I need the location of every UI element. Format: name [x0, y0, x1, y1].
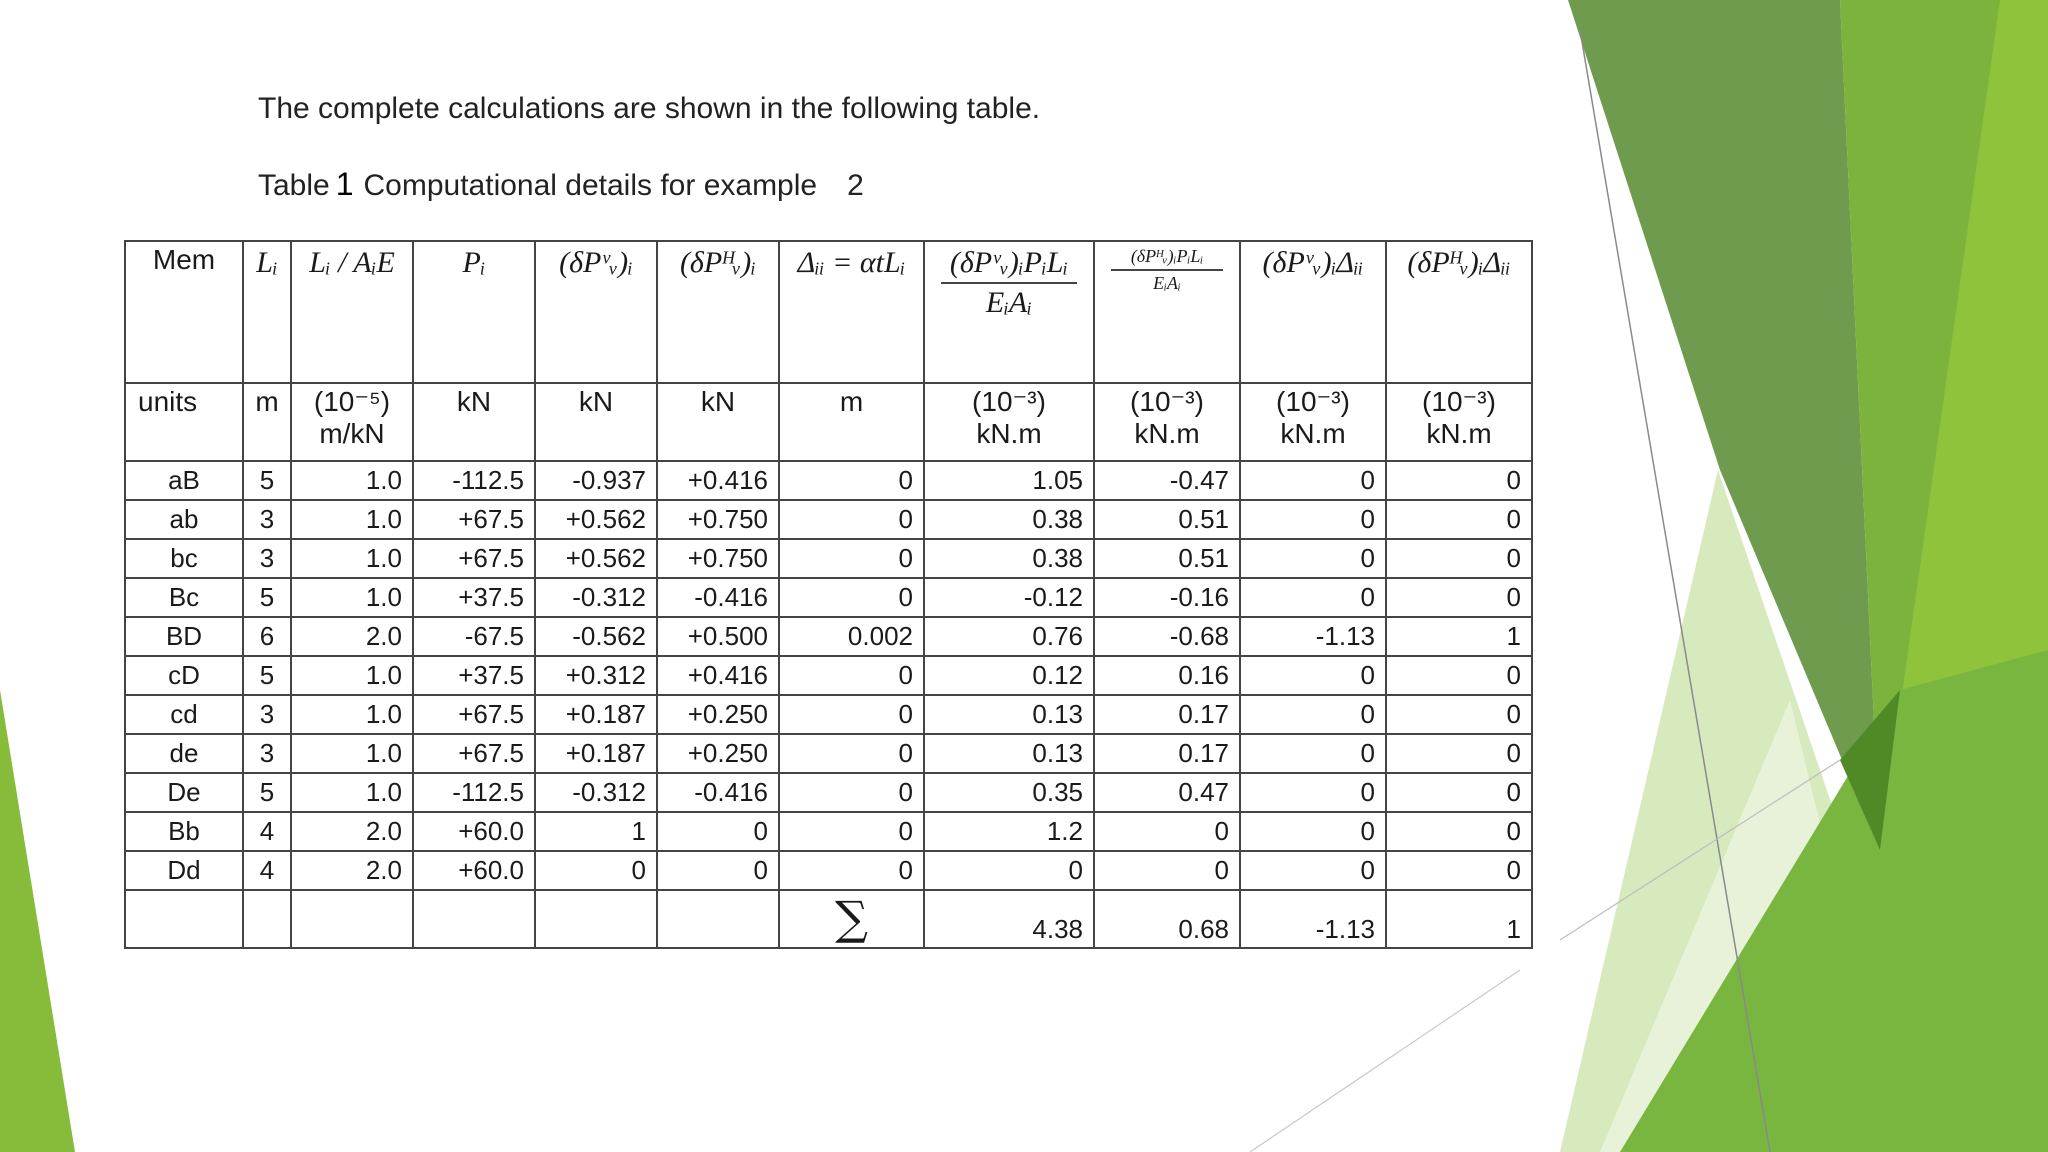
cell-col9: 0	[1240, 539, 1386, 578]
units-l-ae-scale: (10⁻⁵)	[313, 386, 391, 417]
sigma-symbol: ∑	[779, 890, 924, 948]
header-row	[125, 241, 1532, 383]
units-col9-unit: kN.m	[1280, 418, 1346, 450]
units-col7-unit: kN.m	[976, 418, 1042, 450]
units-col8-unit: kN.m	[1134, 418, 1200, 450]
cell-col9: 0	[1240, 734, 1386, 773]
cell-l-over-ae: 2.0	[291, 851, 413, 890]
cell-member: cD	[125, 656, 243, 695]
cell-thermal-delta: 0	[779, 656, 924, 695]
cell-length: 5	[243, 773, 291, 812]
cell-col10: 0	[1386, 461, 1532, 500]
cell-thermal-delta: 0	[779, 539, 924, 578]
cell-force: +37.5	[413, 656, 535, 695]
sum-empty	[125, 890, 243, 948]
cell-col8: 0	[1094, 812, 1240, 851]
table-row	[125, 578, 1532, 617]
cell-thermal-delta: 0	[779, 812, 924, 851]
cell-length: 5	[243, 461, 291, 500]
units-col9-scale: (10⁻³)	[1276, 386, 1350, 417]
cell-col8: 0	[1094, 851, 1240, 890]
cell-virtual-horizontal: 0	[657, 851, 779, 890]
cell-col9: -1.13	[1240, 617, 1386, 656]
units-col8	[1094, 383, 1240, 461]
cell-col7: 0.13	[924, 734, 1094, 773]
table-caption	[258, 166, 864, 203]
cell-thermal-delta: 0	[779, 578, 924, 617]
cell-col7: 1.2	[924, 812, 1094, 851]
cell-thermal-delta: 0	[779, 851, 924, 890]
cell-col10: 0	[1386, 812, 1532, 851]
cell-virtual-horizontal: -0.416	[657, 773, 779, 812]
cell-thermal-delta: 0	[779, 461, 924, 500]
table-row	[125, 812, 1532, 851]
cell-col8: -0.16	[1094, 578, 1240, 617]
cell-virtual-vertical: +0.312	[535, 656, 657, 695]
cell-member: cd	[125, 695, 243, 734]
sum-empty	[243, 890, 291, 948]
cell-thermal-delta: 0	[779, 500, 924, 539]
cell-virtual-horizontal: +0.750	[657, 500, 779, 539]
sum-empty	[291, 890, 413, 948]
cell-member: de	[125, 734, 243, 773]
cell-thermal-delta: 0	[779, 734, 924, 773]
sum-empty	[535, 890, 657, 948]
cell-l-over-ae: 1.0	[291, 734, 413, 773]
cell-member: Bc	[125, 578, 243, 617]
cell-l-over-ae: 1.0	[291, 461, 413, 500]
header-length: Lᵢ	[243, 241, 291, 383]
header-col10: (δPᴴᵥ)ᵢΔᵢᵢ	[1386, 241, 1532, 383]
sum-col7: 4.38	[924, 890, 1094, 948]
table-row	[125, 461, 1532, 500]
cell-force: +60.0	[413, 812, 535, 851]
cell-l-over-ae: 2.0	[291, 812, 413, 851]
table-row	[125, 539, 1532, 578]
cell-virtual-vertical: 1	[535, 812, 657, 851]
cell-thermal-delta: 0	[779, 773, 924, 812]
cell-l-over-ae: 1.0	[291, 500, 413, 539]
cell-length: 3	[243, 500, 291, 539]
cell-thermal-delta: 0.002	[779, 617, 924, 656]
cell-col10: 0	[1386, 773, 1532, 812]
cell-col8: -0.68	[1094, 617, 1240, 656]
units-col7-scale: (10⁻³)	[972, 386, 1046, 417]
header-col7-denominator: EᵢAᵢ	[985, 286, 1033, 319]
table-row	[125, 734, 1532, 773]
caption-prefix: Table	[258, 169, 330, 202]
units-label: units	[125, 383, 243, 461]
cell-length: 4	[243, 812, 291, 851]
units-col8-scale: (10⁻³)	[1130, 386, 1204, 417]
cell-virtual-horizontal: +0.416	[657, 461, 779, 500]
caption-text: Computational details for example	[363, 169, 818, 202]
cell-col10: 0	[1386, 734, 1532, 773]
cell-col9: 0	[1240, 773, 1386, 812]
cell-length: 3	[243, 734, 291, 773]
cell-length: 3	[243, 539, 291, 578]
cell-force: -67.5	[413, 617, 535, 656]
caption-example-number: 2	[847, 169, 864, 202]
cell-l-over-ae: 1.0	[291, 539, 413, 578]
cell-virtual-horizontal: +0.250	[657, 695, 779, 734]
units-col9	[1240, 383, 1386, 461]
cell-member: De	[125, 773, 243, 812]
cell-virtual-horizontal: +0.416	[657, 656, 779, 695]
cell-col7: 0	[924, 851, 1094, 890]
cell-member: aB	[125, 461, 243, 500]
sum-row	[125, 890, 1532, 948]
cell-virtual-vertical: -0.562	[535, 617, 657, 656]
header-col9: (δPᵛᵥ)ᵢΔᵢᵢ	[1240, 241, 1386, 383]
cell-col7: 0.38	[924, 500, 1094, 539]
header-virtual-horizontal: (δPᴴᵥ)ᵢ	[657, 241, 779, 383]
cell-length: 6	[243, 617, 291, 656]
cell-force: +67.5	[413, 539, 535, 578]
header-col8	[1094, 241, 1240, 383]
header-length-over-area-e: Lᵢ / AᵢE	[291, 241, 413, 383]
cell-virtual-vertical: -0.312	[535, 578, 657, 617]
cell-col10: 0	[1386, 656, 1532, 695]
cell-col9: 0	[1240, 656, 1386, 695]
cell-thermal-delta: 0	[779, 695, 924, 734]
cell-col7: 0.12	[924, 656, 1094, 695]
cell-col9: 0	[1240, 695, 1386, 734]
units-virtual-horizontal: kN	[657, 383, 779, 461]
cell-force: +37.5	[413, 578, 535, 617]
cell-virtual-horizontal: +0.500	[657, 617, 779, 656]
cell-col8: 0.17	[1094, 695, 1240, 734]
cell-col7: 0.13	[924, 695, 1094, 734]
computation-table	[124, 240, 1533, 949]
cell-col9: 0	[1240, 461, 1386, 500]
intro-text: The complete calculations are shown in the following table.	[258, 92, 1041, 125]
header-col7	[924, 241, 1094, 383]
cell-virtual-vertical: +0.187	[535, 734, 657, 773]
fraction-bar	[941, 282, 1077, 284]
header-thermal-delta: Δᵢᵢ = αtLᵢ	[779, 241, 924, 383]
cell-member: Dd	[125, 851, 243, 890]
table-body	[125, 461, 1532, 890]
fraction-bar	[1111, 269, 1223, 271]
header-mem: Mem	[125, 241, 243, 383]
cell-length: 3	[243, 695, 291, 734]
cell-virtual-horizontal: 0	[657, 812, 779, 851]
cell-col9: 0	[1240, 578, 1386, 617]
cell-member: ab	[125, 500, 243, 539]
cell-force: -112.5	[413, 461, 535, 500]
thin-line-3	[1250, 970, 1520, 1152]
units-virtual-vertical: kN	[535, 383, 657, 461]
units-row	[125, 383, 1532, 461]
units-force: kN	[413, 383, 535, 461]
cell-col10: 0	[1386, 851, 1532, 890]
units-l-ae-unit: m/kN	[319, 418, 385, 450]
cell-virtual-vertical: +0.562	[535, 539, 657, 578]
cell-l-over-ae: 2.0	[291, 617, 413, 656]
cell-virtual-vertical: -0.937	[535, 461, 657, 500]
cell-col8: 0.51	[1094, 500, 1240, 539]
cell-col9: 0	[1240, 812, 1386, 851]
sum-empty	[413, 890, 535, 948]
table-row	[125, 656, 1532, 695]
cell-l-over-ae: 1.0	[291, 773, 413, 812]
cell-l-over-ae: 1.0	[291, 578, 413, 617]
cell-force: +67.5	[413, 500, 535, 539]
cell-col7: 0.76	[924, 617, 1094, 656]
cell-member: BD	[125, 617, 243, 656]
table-row	[125, 695, 1532, 734]
sum-col10: 1	[1386, 890, 1532, 948]
cell-length: 4	[243, 851, 291, 890]
header-virtual-vertical: (δPᵛᵥ)ᵢ	[535, 241, 657, 383]
cell-col8: 0.16	[1094, 656, 1240, 695]
cell-force: +60.0	[413, 851, 535, 890]
table-row	[125, 773, 1532, 812]
header-col8-numerator: (δPᴴᵥ)ᵢPᵢLᵢ	[1130, 246, 1204, 266]
cell-col7: 1.05	[924, 461, 1094, 500]
cell-col9: 0	[1240, 851, 1386, 890]
cell-virtual-vertical: -0.312	[535, 773, 657, 812]
units-length: m	[243, 383, 291, 461]
cell-col10: 0	[1386, 578, 1532, 617]
cell-col10: 0	[1386, 500, 1532, 539]
cell-col7: -0.12	[924, 578, 1094, 617]
units-col10-scale: (10⁻³)	[1422, 386, 1496, 417]
sum-empty	[657, 890, 779, 948]
cell-col10: 0	[1386, 695, 1532, 734]
header-force: Pᵢ	[413, 241, 535, 383]
cell-virtual-vertical: +0.187	[535, 695, 657, 734]
cell-member: Bb	[125, 812, 243, 851]
cell-length: 5	[243, 578, 291, 617]
cell-force: +67.5	[413, 695, 535, 734]
cell-col9: 0	[1240, 500, 1386, 539]
units-col10	[1386, 383, 1532, 461]
cell-col7: 0.35	[924, 773, 1094, 812]
cell-length: 5	[243, 656, 291, 695]
cell-force: -112.5	[413, 773, 535, 812]
sum-col9: -1.13	[1240, 890, 1386, 948]
units-delta: m	[779, 383, 924, 461]
left-green-wedge	[0, 690, 75, 1152]
table-row	[125, 617, 1532, 656]
header-col8-denominator: EᵢAᵢ	[1153, 273, 1181, 293]
units-col10-unit: kN.m	[1426, 418, 1492, 450]
cell-col8: 0.17	[1094, 734, 1240, 773]
cell-l-over-ae: 1.0	[291, 695, 413, 734]
cell-col8: 0.51	[1094, 539, 1240, 578]
table-row	[125, 500, 1532, 539]
cell-col7: 0.38	[924, 539, 1094, 578]
cell-virtual-horizontal: -0.416	[657, 578, 779, 617]
units-l-ae	[291, 383, 413, 461]
header-col7-numerator: (δPᵛᵥ)ᵢPᵢLᵢ	[949, 246, 1069, 279]
cell-member: bc	[125, 539, 243, 578]
table-row	[125, 851, 1532, 890]
units-col7	[924, 383, 1094, 461]
cell-virtual-vertical: 0	[535, 851, 657, 890]
cell-l-over-ae: 1.0	[291, 656, 413, 695]
cell-col8: 0.47	[1094, 773, 1240, 812]
cell-force: +67.5	[413, 734, 535, 773]
cell-virtual-vertical: +0.562	[535, 500, 657, 539]
cell-virtual-horizontal: +0.250	[657, 734, 779, 773]
cell-col8: -0.47	[1094, 461, 1240, 500]
caption-table-number: 1	[335, 166, 354, 202]
cell-col10: 0	[1386, 539, 1532, 578]
sum-col8: 0.68	[1094, 890, 1240, 948]
cell-col10: 1	[1386, 617, 1532, 656]
cell-virtual-horizontal: +0.750	[657, 539, 779, 578]
